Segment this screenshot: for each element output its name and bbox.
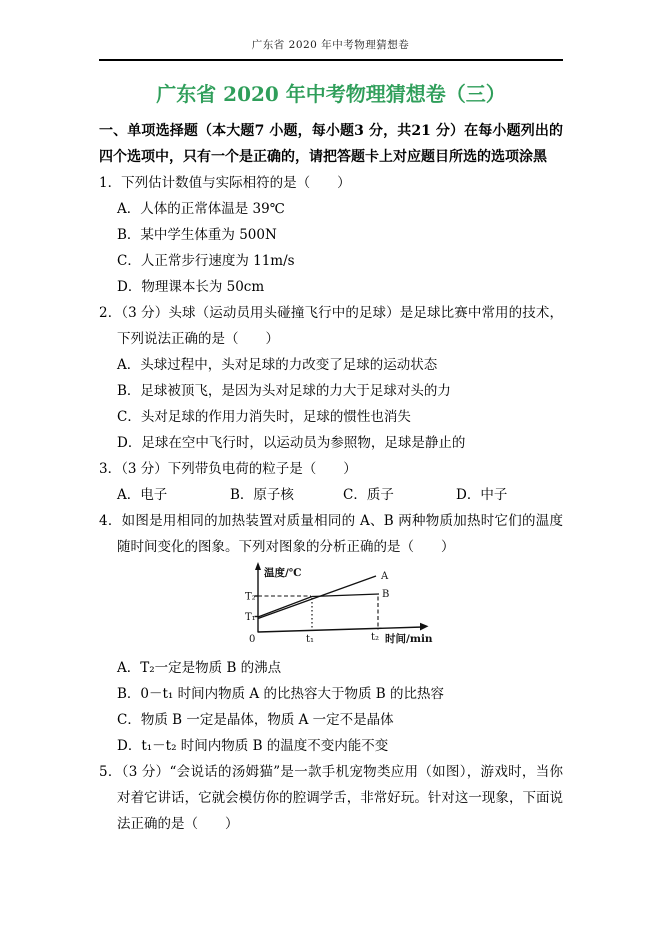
x-axis-arrow (420, 623, 429, 631)
running-header: 广东省 2020 年中考物理猜想卷 (251, 39, 410, 51)
y-tick-T2: T₂ (245, 591, 256, 603)
page-content (99, 76, 563, 837)
question-2-option-c: C．头对足球的作用力消失时，足球的惯性也消失 (117, 409, 411, 425)
question-3-options-row (99, 482, 563, 508)
header-rule (99, 59, 563, 61)
question-4-figure (245, 560, 445, 655)
series-label-a: A (381, 571, 389, 582)
question-1-option-d: D．物理课本长为 50cm (117, 279, 265, 295)
question-1-stem: 1．下列估计数值与实际相符的是（ ） (99, 175, 351, 191)
x-axis-label: 时间/min (385, 633, 433, 645)
y-tick-T1: T₁ (245, 612, 256, 623)
x-axis (258, 627, 423, 632)
y-axis-label: 温度/℃ (264, 567, 302, 579)
question-3-option-c: C．质子 (343, 487, 394, 503)
question-4-option-b: B．0－t₁ 时间内物质 A 的比热容大于物质 B 的比热容 (117, 686, 444, 702)
question-2-option-b: B．足球被顶飞，是因为头对足球的力大于足球对头的力 (117, 383, 451, 399)
section-heading: 一、单项选择题（本大题7 小题，每小题3 分，共21 分）在每小题列出的四个选项中，只有一个是正确的，请把答题卡上对应题目所选的选项涂黑 (99, 123, 563, 165)
question-3-option-d: D．中子 (456, 487, 508, 503)
series-label-b: B (382, 589, 390, 600)
page-title: 广东省 2020 年中考物理猜想卷（三） (156, 82, 506, 106)
question-1-option-a: A．人体的正常体温是 39℃ (117, 201, 285, 217)
question-4-option-c: C．物质 B 一定是晶体，物质 A 一定不是晶体 (117, 712, 394, 728)
question-1-option-b: B．某中学生体重为 500N (117, 227, 277, 243)
question-4-option-d: D．t₁－t₂ 时间内物质 B 的温度不变内能不变 (117, 738, 389, 754)
question-4-option-a: A．T₂一定是物质 B 的沸点 (117, 660, 282, 676)
x-tick-t2: t₂ (371, 632, 380, 643)
x-tick-t1: t₁ (306, 634, 315, 645)
origin-label: 0 (249, 634, 256, 645)
question-3-option-b: B．原子核 (230, 487, 294, 503)
question-2-stem: 2．（3 分）头球（运动员用头碰撞飞行中的足球）是足球比赛中常用的技术，下列说法正确的是（ ） (99, 305, 563, 347)
question-3-stem: 3．（3 分）下列带负电荷的粒子是（ ） (99, 461, 357, 477)
question-5-stem: 5．（3 分）“会说话的汤姆猫”是一款手机宠物类应用（如图），游戏时，当你对着它讲话，它就会模仿你的腔调学舌，非常好玩。针对这一现象，下面说法正确的是（ ） (99, 764, 563, 832)
question-2-option-d: D．足球在空中飞行时，以运动员为参照物，足球是静止的 (117, 435, 466, 451)
y-axis-arrow (255, 562, 261, 570)
question-1-option-c: C．人正常步行速度为 11m/s (117, 253, 295, 269)
line-b (258, 594, 379, 617)
line-a (258, 576, 376, 619)
question-4-stem: 4．如图是用相同的加热装置对质量相同的 A、B 两种物质加热时它们的温度随时间变化的图象。下列对图象的分析正确的是（ ） (99, 513, 563, 555)
question-2-option-a: A．头球过程中，头对足球的力改变了足球的运动状态 (117, 357, 438, 373)
question-3-option-a: A．电子 (117, 487, 168, 503)
temperature-time-graph (245, 560, 445, 655)
